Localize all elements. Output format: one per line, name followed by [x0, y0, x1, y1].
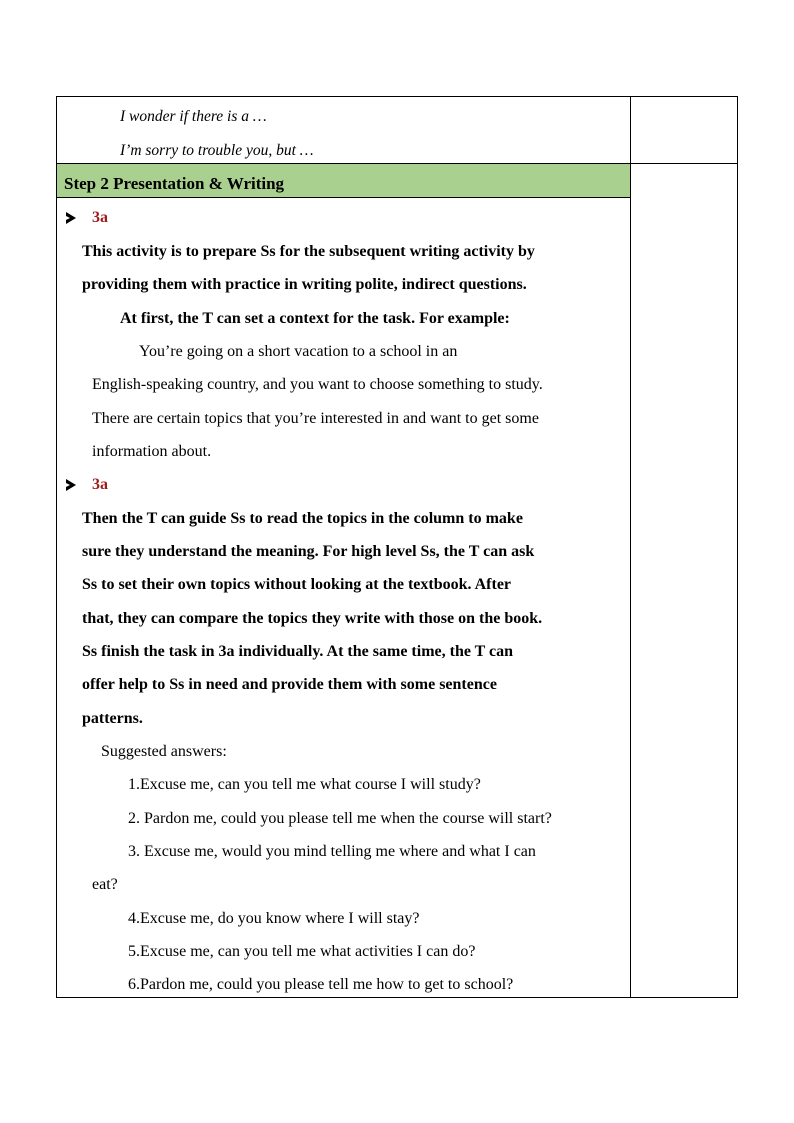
answer-line: 2. Pardon me, could you please tell me when the course will start?	[128, 810, 552, 827]
context-line: There are certain topics that you’re interested in and want to get some	[92, 410, 539, 427]
arrow-bullet-icon	[66, 479, 76, 491]
section-label: 3a	[92, 476, 108, 493]
step-title: Step 2 Presentation & Writing	[64, 174, 285, 193]
arrow-bullet-icon	[66, 212, 76, 224]
row-divider	[56, 197, 631, 198]
section-label: 3a	[92, 209, 108, 226]
paragraph-line: providing them with practice in writing polite, indirect questions.	[82, 276, 527, 293]
paragraph-line: offer help to Ss in need and provide them with some sentence	[82, 676, 497, 693]
paragraph-line: This activity is to prepare Ss for the subsequent writing activity by	[82, 243, 535, 260]
paragraph-line: Then the T can guide Ss to read the topics in the column to make	[82, 510, 523, 527]
answer-line: 3. Excuse me, would you mind telling me where and what I can	[128, 843, 536, 860]
answer-line: 6.Pardon me, could you please tell me how to get to school?	[128, 976, 514, 993]
intro-line-1: I wonder if there is a …	[120, 108, 267, 125]
context-line: information about.	[92, 443, 212, 460]
column-divider	[630, 96, 631, 998]
answer-line: 1.Excuse me, can you tell me what course I will study?	[128, 776, 481, 793]
context-line: English-speaking country, and you want to choose something to study.	[92, 376, 543, 393]
paragraph-line: At first, the T can set a context for the task. For example:	[120, 310, 510, 327]
paragraph-line: patterns.	[82, 710, 143, 727]
paragraph-line: sure they understand the meaning. For high level Ss, the T can ask	[82, 543, 535, 560]
answer-line: 4.Excuse me, do you know where I will stay?	[128, 910, 420, 927]
paragraph-line: Ss to set their own topics without looking at the textbook. After	[82, 576, 512, 593]
answers-label: Suggested answers:	[101, 743, 227, 760]
intro-line-2: I’m sorry to trouble you, but …	[120, 142, 314, 159]
context-line: You’re going on a short vacation to a school in an	[139, 343, 458, 360]
row-divider	[56, 163, 738, 164]
paragraph-line: Ss finish the task in 3a individually. At the same time, the T can	[82, 643, 514, 660]
answer-line: 5.Excuse me, can you tell me what activities I can do?	[128, 943, 476, 960]
paragraph-line: that, they can compare the topics they write with those on the book.	[82, 610, 543, 627]
answer-line: eat?	[92, 876, 118, 893]
